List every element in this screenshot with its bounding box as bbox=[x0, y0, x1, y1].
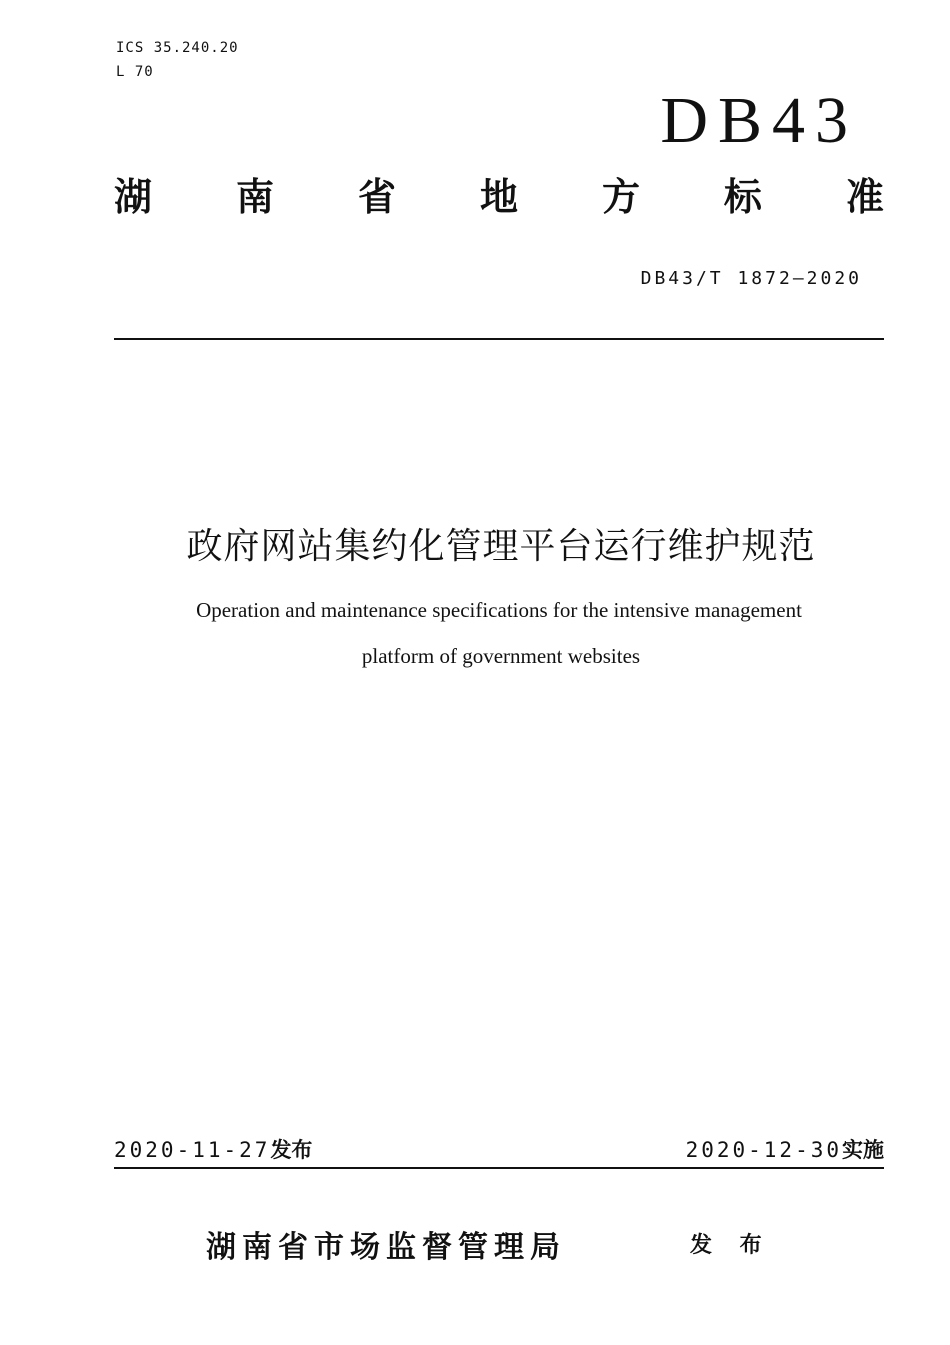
publish-date bbox=[114, 1134, 312, 1164]
standard-type-char: 准 bbox=[845, 175, 884, 219]
title-english-line1: Operation and maintenance specifications for the intensive management bbox=[196, 598, 802, 622]
top-divider bbox=[114, 338, 884, 340]
standard-number: DB43/T 1872—2020 bbox=[640, 268, 862, 289]
issuer-action: 发 布 bbox=[690, 1233, 772, 1258]
ics-code: ICS 35.240.20 bbox=[116, 40, 239, 56]
standard-prefix: DB43 bbox=[660, 84, 858, 157]
publish-label: 发布 bbox=[270, 1138, 313, 1162]
title-english-line2: platform of government websites bbox=[361, 644, 641, 668]
implement-date-value: 2020-12-30 bbox=[685, 1138, 842, 1162]
implement-label: 实施 bbox=[842, 1138, 884, 1162]
standard-type-char: 南 bbox=[235, 175, 274, 219]
standard-type-char: 标 bbox=[723, 175, 762, 219]
publish-date-value: 2020-11-27 bbox=[114, 1138, 271, 1162]
standard-type-heading bbox=[114, 175, 884, 219]
standard-type-char: 湖 bbox=[114, 175, 153, 219]
title-chinese: 政府网站集约化管理平台运行维护规范 bbox=[186, 526, 816, 567]
standard-type-char: 地 bbox=[479, 175, 518, 219]
issuer-name: 湖南省市场监督管理局 bbox=[206, 1230, 566, 1265]
implement-date bbox=[686, 1134, 884, 1164]
standard-type-char: 方 bbox=[601, 175, 640, 219]
ccs-code: L 70 bbox=[116, 64, 154, 80]
standard-type-char: 省 bbox=[357, 175, 396, 219]
bottom-divider bbox=[114, 1167, 884, 1169]
